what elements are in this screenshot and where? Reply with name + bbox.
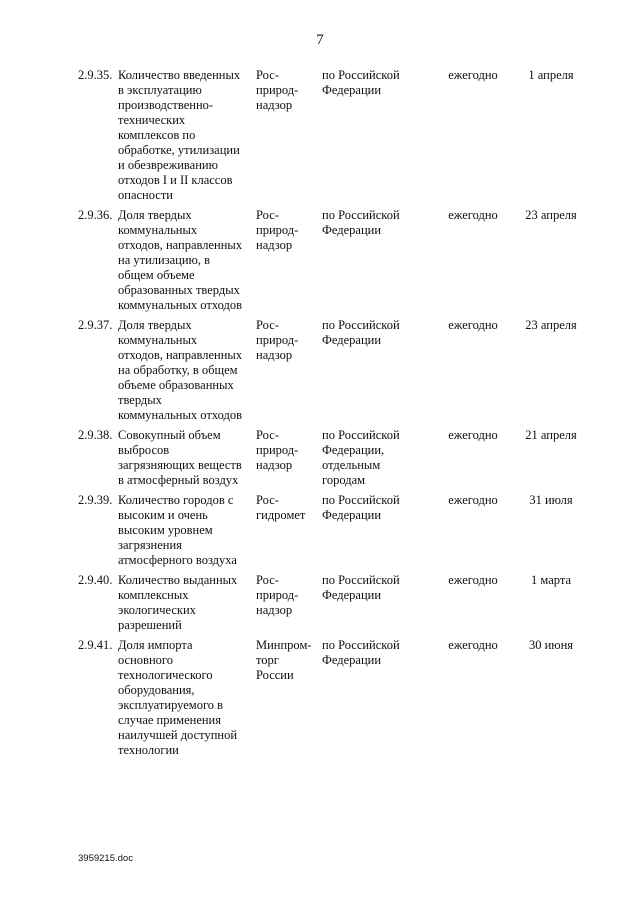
indicator-name: Совокупный объем выбросов загрязняющих веществ в атмосферный воздух [118, 428, 242, 487]
document-filename: 3959215.doc [78, 853, 133, 864]
deadline: 1 апреля [528, 68, 574, 82]
table-row [78, 573, 598, 633]
indicator-name: Количество городов с высоким и очень высоким уровнем загрязнения атмосферного воздуха [118, 493, 237, 567]
row-number: 2.9.36. [78, 208, 113, 222]
periodicity: ежегодно [448, 208, 498, 222]
deadline: 21 апреля [525, 428, 577, 442]
deadline: 23 апреля [525, 318, 577, 332]
responsible-agency: Рос- природ- надзор [256, 428, 299, 472]
aggregation-level: по Российской Федерации, отдельным городам [322, 428, 400, 487]
table-row [78, 68, 598, 203]
deadline: 31 июля [529, 493, 573, 507]
indicator-name: Доля импорта основного технологического оборудования, эксплуатируемого в случае применения наилучшей доступной технологии [118, 638, 238, 757]
indicator-name: Доля твердых коммунальных отходов, направленных на обработку, в общем объеме образованных твердых коммунальных отходов [118, 318, 243, 422]
aggregation-level: по Российской Федерации [322, 573, 400, 602]
aggregation-level: по Российской Федерации [322, 318, 400, 347]
deadline: 30 июня [528, 638, 574, 652]
deadline: 23 апреля [525, 208, 577, 222]
table-row [78, 318, 598, 423]
deadline: 1 марта [531, 573, 571, 587]
row-number: 2.9.37. [78, 318, 113, 332]
periodicity: ежегодно [448, 428, 498, 442]
responsible-agency: Рос- гидромет [256, 493, 306, 522]
responsible-agency: Минпром- торг России [256, 638, 312, 682]
indicator-table [78, 68, 598, 758]
row-number: 2.9.35. [78, 68, 113, 82]
indicator-name: Количество выданных комплексных экологических разрешений [118, 573, 238, 632]
row-number: 2.9.41. [78, 638, 113, 652]
indicator-name: Доля твердых коммунальных отходов, направленных на утилизацию, в общем объеме образованных твердых коммунальных отходов [118, 208, 243, 312]
aggregation-level: по Российской Федерации [322, 208, 400, 237]
aggregation-level: по Российской Федерации [322, 68, 400, 97]
periodicity: ежегодно [448, 493, 498, 507]
table-row [78, 208, 598, 313]
row-number: 2.9.38. [78, 428, 113, 442]
periodicity: ежегодно [448, 573, 498, 587]
periodicity: ежегодно [448, 318, 498, 332]
table-row [78, 638, 598, 758]
page-number: 7 [316, 32, 324, 48]
row-number: 2.9.39. [78, 493, 113, 507]
aggregation-level: по Российской Федерации [322, 638, 400, 667]
aggregation-level: по Российской Федерации [322, 493, 400, 522]
table-row [78, 428, 598, 488]
responsible-agency: Рос- природ- надзор [256, 208, 299, 252]
periodicity: ежегодно [448, 68, 498, 82]
row-number: 2.9.40. [78, 573, 113, 587]
table-row [78, 493, 598, 568]
indicator-name: Количество введенных в эксплуатацию производственно- технических комплексов по обработке, утилизации и обезвреживанию отходов I и II классов опасности [118, 68, 241, 202]
responsible-agency: Рос- природ- надзор [256, 573, 299, 617]
periodicity: ежегодно [448, 638, 498, 652]
responsible-agency: Рос- природ- надзор [256, 318, 299, 362]
responsible-agency: Рос- природ- надзор [256, 68, 299, 112]
